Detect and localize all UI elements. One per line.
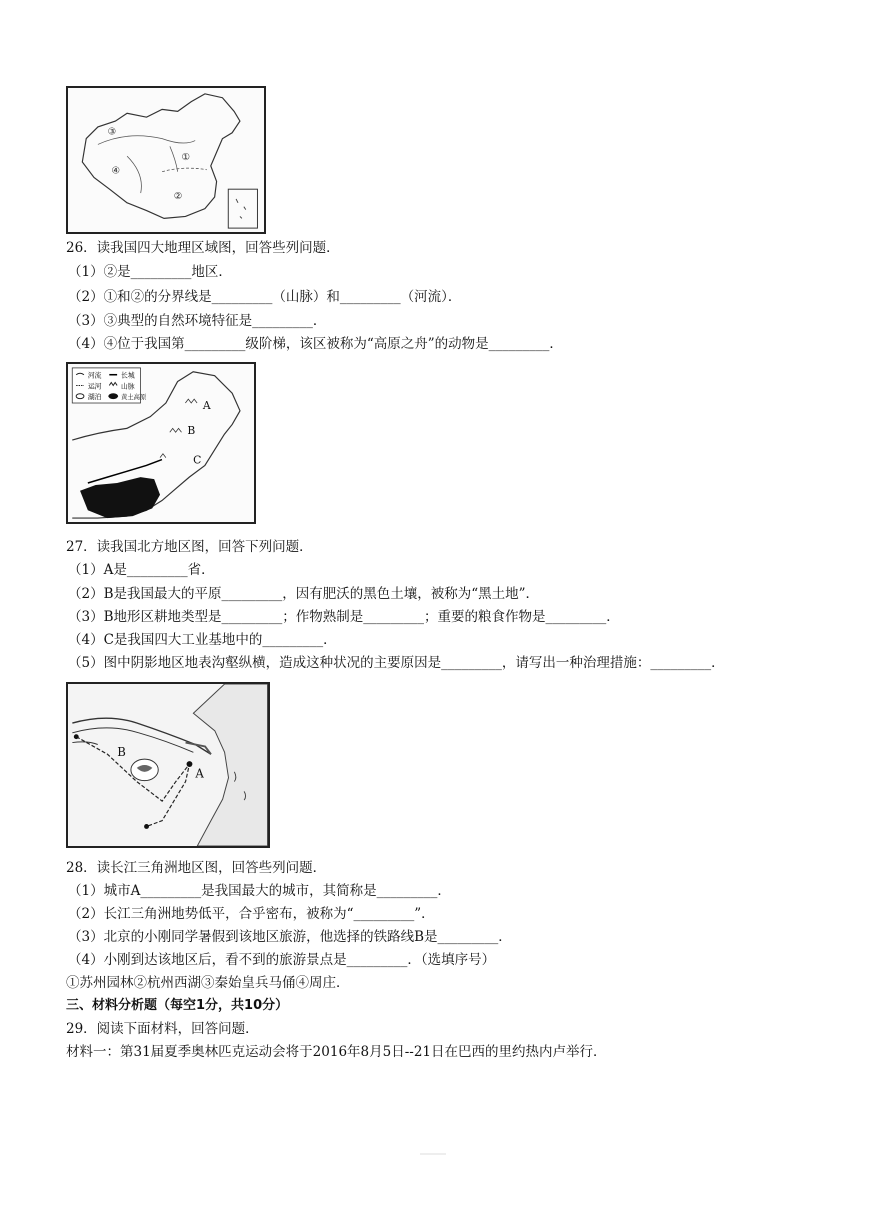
region-label-3: ③ bbox=[107, 126, 117, 138]
map-label-b: B bbox=[117, 745, 126, 760]
legend-loess: 黄土高原 bbox=[121, 394, 147, 402]
map-label-a: A bbox=[195, 766, 204, 781]
legend-wall: 长城 bbox=[121, 371, 135, 380]
china-regions-outline bbox=[68, 88, 264, 232]
q27-subq-4: （4）C是我国四大工业基地中的_________． bbox=[68, 632, 337, 648]
q28-options: ①苏州园林②杭州西湖③秦始皇兵马俑④周庄． bbox=[66, 975, 350, 991]
q29-material-1: 材料一：第31届夏季奥林匹克运动会将于2016年8月5日--21日在巴西的里约热内卢举行． bbox=[66, 1044, 607, 1060]
q28-subq-1: （1）城市A_________是我国最大的城市，其简称是_________． bbox=[68, 883, 451, 899]
q26-subq-4: （4）④位于我国第_________级阶梯，该区被称为“高原之舟”的动物是_________． bbox=[68, 336, 563, 352]
q27-stem: 27．读我国北方地区图，回答下列问题． bbox=[66, 539, 313, 555]
yangtze-delta-map bbox=[66, 682, 270, 848]
region-label-1: ① bbox=[181, 152, 191, 163]
legend-river: 河流 bbox=[87, 371, 102, 380]
q27-subq-1: （1）A是_________省． bbox=[68, 562, 215, 578]
region-label-2: ② bbox=[173, 190, 183, 202]
legend-mountain: 山脉 bbox=[121, 382, 135, 391]
north-china-map bbox=[66, 362, 256, 524]
legend-canal: 运河 bbox=[87, 382, 102, 391]
page-mark bbox=[420, 1153, 446, 1155]
q28-subq-3: （3）北京的小刚同学暑假到该地区旅游，他选择的铁路线B是_________． bbox=[68, 929, 512, 945]
region-label-4: ④ bbox=[111, 165, 121, 177]
north-china-outline bbox=[68, 364, 254, 522]
q26-stem: 26．读我国四大地理区域图，回答些列问题． bbox=[66, 240, 340, 256]
q28-stem: 28．读长江三角洲地区图，回答些列问题． bbox=[66, 860, 327, 876]
section-3-heading: 三、材料分析题（每空1分，共10分） bbox=[66, 998, 289, 1013]
q26-subq-2: （2）①和②的分界线是_________（山脉）和_________（河流）． bbox=[68, 289, 462, 305]
q27-subq-5: （5）图中阴影地区地表沟壑纵横，造成这种状况的主要原因是_________，请写出一种治理措施：_________． bbox=[68, 655, 725, 671]
q29-stem: 29．阅读下面材料，回答问题． bbox=[66, 1021, 259, 1037]
map-label-b: B bbox=[187, 424, 196, 438]
q28-subq-4: （4）小刚到达该地区后，看不到的旅游景点是_________．（选填序号） bbox=[68, 952, 496, 968]
yangtze-delta-outline bbox=[68, 684, 268, 846]
q26-subq-1: （1）②是_________地区． bbox=[68, 264, 232, 280]
q26-subq-3: （3）③典型的自然环境特征是_________． bbox=[68, 313, 327, 329]
q27-subq-2: （2）B是我国最大的平原_________，因有肥沃的黑色土壤，被称为“黑土地”． bbox=[68, 586, 540, 602]
q28-subq-2: （2）长江三角洲地势低平，合乎密布，被称为“_________”． bbox=[68, 906, 435, 922]
china-regions-map bbox=[66, 86, 266, 234]
legend-lake: 湖泊 bbox=[87, 393, 102, 402]
q27-subq-3: （3）B地形区耕地类型是_________；作物熟制是_________；重要的粮食作物是_________． bbox=[68, 609, 620, 625]
map-label-c: C bbox=[193, 453, 202, 467]
map-label-a: A bbox=[202, 398, 211, 412]
